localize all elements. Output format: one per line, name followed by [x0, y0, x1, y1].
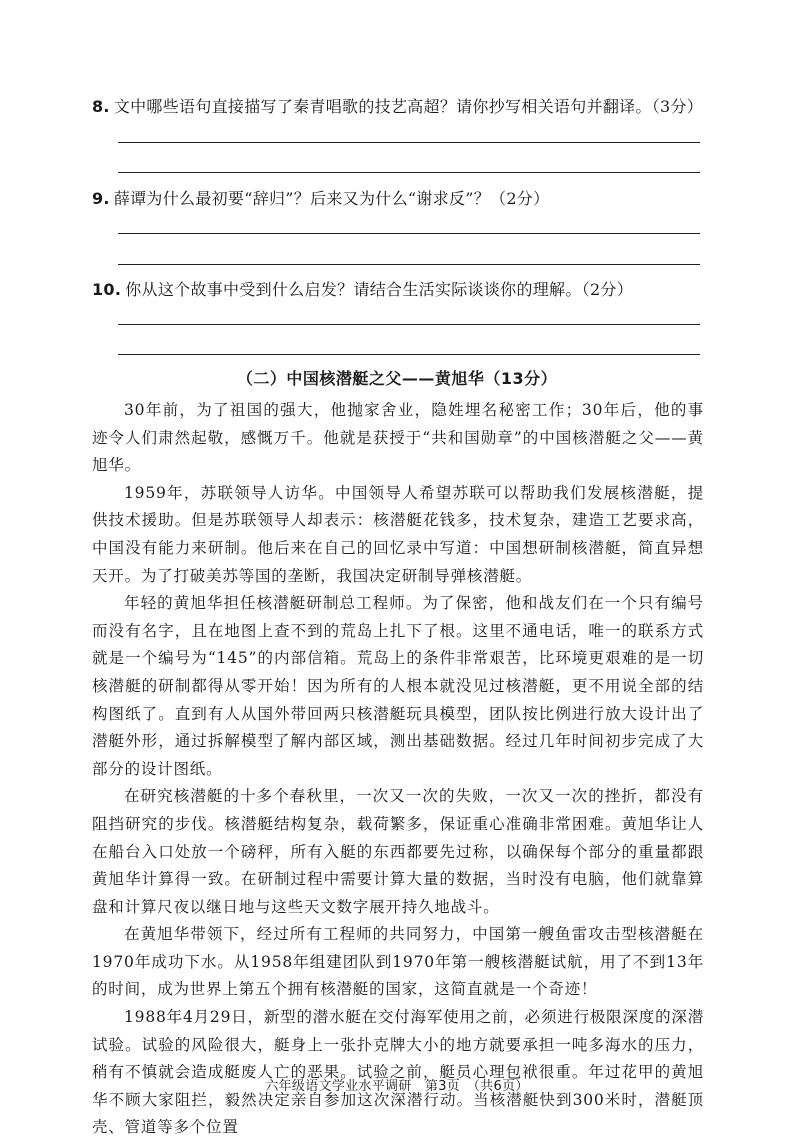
section-title: （二）中国核潜艇之父——黄旭华（13分） [236, 369, 558, 388]
question-8 [92, 96, 703, 118]
question-number: 8. [92, 97, 110, 116]
question-number: 10. [92, 280, 122, 299]
passage-paragraph: 在黄旭华带领下，经过所有工程师的共同努力，中国第一艘鱼雷攻击型核潜艇在1970年成功下水。从1958年组建团队到1970年第一艘核潜艇试航，用了不到13年的时间，成为世界上第五个拥有核潜艇的国家，这简直就是一个奇迹！ [92, 925, 704, 999]
answer-line[interactable] [118, 264, 700, 265]
answer-line[interactable] [118, 233, 700, 234]
question-number: 9. [92, 189, 110, 208]
passage-paragraph: 1988年4月29日，新型的潜水艇在交付海军使用之前，必须进行极限深度的深潜试验。试验的风险很大，艇身上一张扑克牌大小的地方就要承担一吨多海水的压力，稍有不慎就会造成艇废人亡的恶果。试验之前，艇员心理包袱很重。年过花甲的黄旭华不顾大家阻拦，毅然决定亲自参加这次深潜行动。当核潜艇快到300米时，潜艇顶壳、管道等多个位置 [92, 1008, 704, 1137]
passage-paragraph: 30年前，为了祖国的强大，他抛家舍业，隐姓埋名秘密工作；30年后，他的事迹令人们肃然起敬，感慨万千。他就是获授于“共和国勋章”的中国核潜艇之父——黄旭华。 [92, 401, 704, 475]
reading-passage [92, 397, 704, 1142]
question-text: 文中哪些语句直接描写了秦青唱歌的技艺高超？请你抄写相关语句并翻译。（3分） [113, 97, 704, 116]
passage-paragraph: 在研究核潜艇的十多个春秋里，一次又一次的失败，一次又一次的挫折，都没有阻挡研究的步伐。核潜艇结构复杂，载荷繁多，保证重心准确非常困难。黄旭华让人在船台入口处放一个磅秤，所有入艇的东西都要先过称，以确保每个部分的重量都跟黄旭华计算得一致。在研制过程中需要计算大量的数据，当时没有电脑，他们就靠算盘和计算尺夜以继日地与这些天文数字展开持久地战斗。 [92, 787, 704, 916]
answer-line[interactable] [118, 354, 700, 355]
answer-line[interactable] [118, 324, 700, 325]
question-text: 你从这个故事中受到什么启发？请结合生活实际谈谈你的理解。（2分） [125, 280, 634, 299]
passage-paragraph: 1959年，苏联领导人访华。中国领导人希望苏联可以帮助我们发展核潜艇，提供技术援助。但是苏联领导人却表示：核潜艇花钱多，技术复杂，建造工艺要求高，中国没有能力来研制。他后来在自己的回忆录中写道：中国想研制核潜艇，简直异想天开。为了打破美苏等国的垄断，我国决定研制导弹核潜艇。 [92, 483, 704, 585]
question-text: 薛谭为什么最初要“辞归”？后来又为什么“谢求反”？（2分） [113, 189, 550, 208]
answer-line[interactable] [118, 142, 700, 143]
passage-paragraph: 年轻的黄旭华担任核潜艇研制总工程师。为了保密，他和战友们在一个只有编号而没有名字，且在地图上查不到的荒岛上扎下了根。这里不通电话，唯一的联系方式就是一个编号为“145”的内部信箱。荒岛上的条件非常艰苦，比环境更艰难的是一切核潜艇的研制都得从零开始！因为所有的人根本就没见过核潜艇，更不用说全部的结构图纸了。直到有人从国外带回两只核潜艇玩具模型，团队按比例进行放大设计出了潜艇外形，通过拆解模型了解内部区域，测出基础数据。经过几年时间初步完成了大部分的设计图纸。 [92, 594, 704, 778]
answer-line[interactable] [118, 172, 700, 173]
page-footer: 六年级语文学业水平调研 第3页 （共6页） [265, 1079, 529, 1094]
question-9 [92, 188, 549, 210]
question-10 [92, 279, 633, 301]
